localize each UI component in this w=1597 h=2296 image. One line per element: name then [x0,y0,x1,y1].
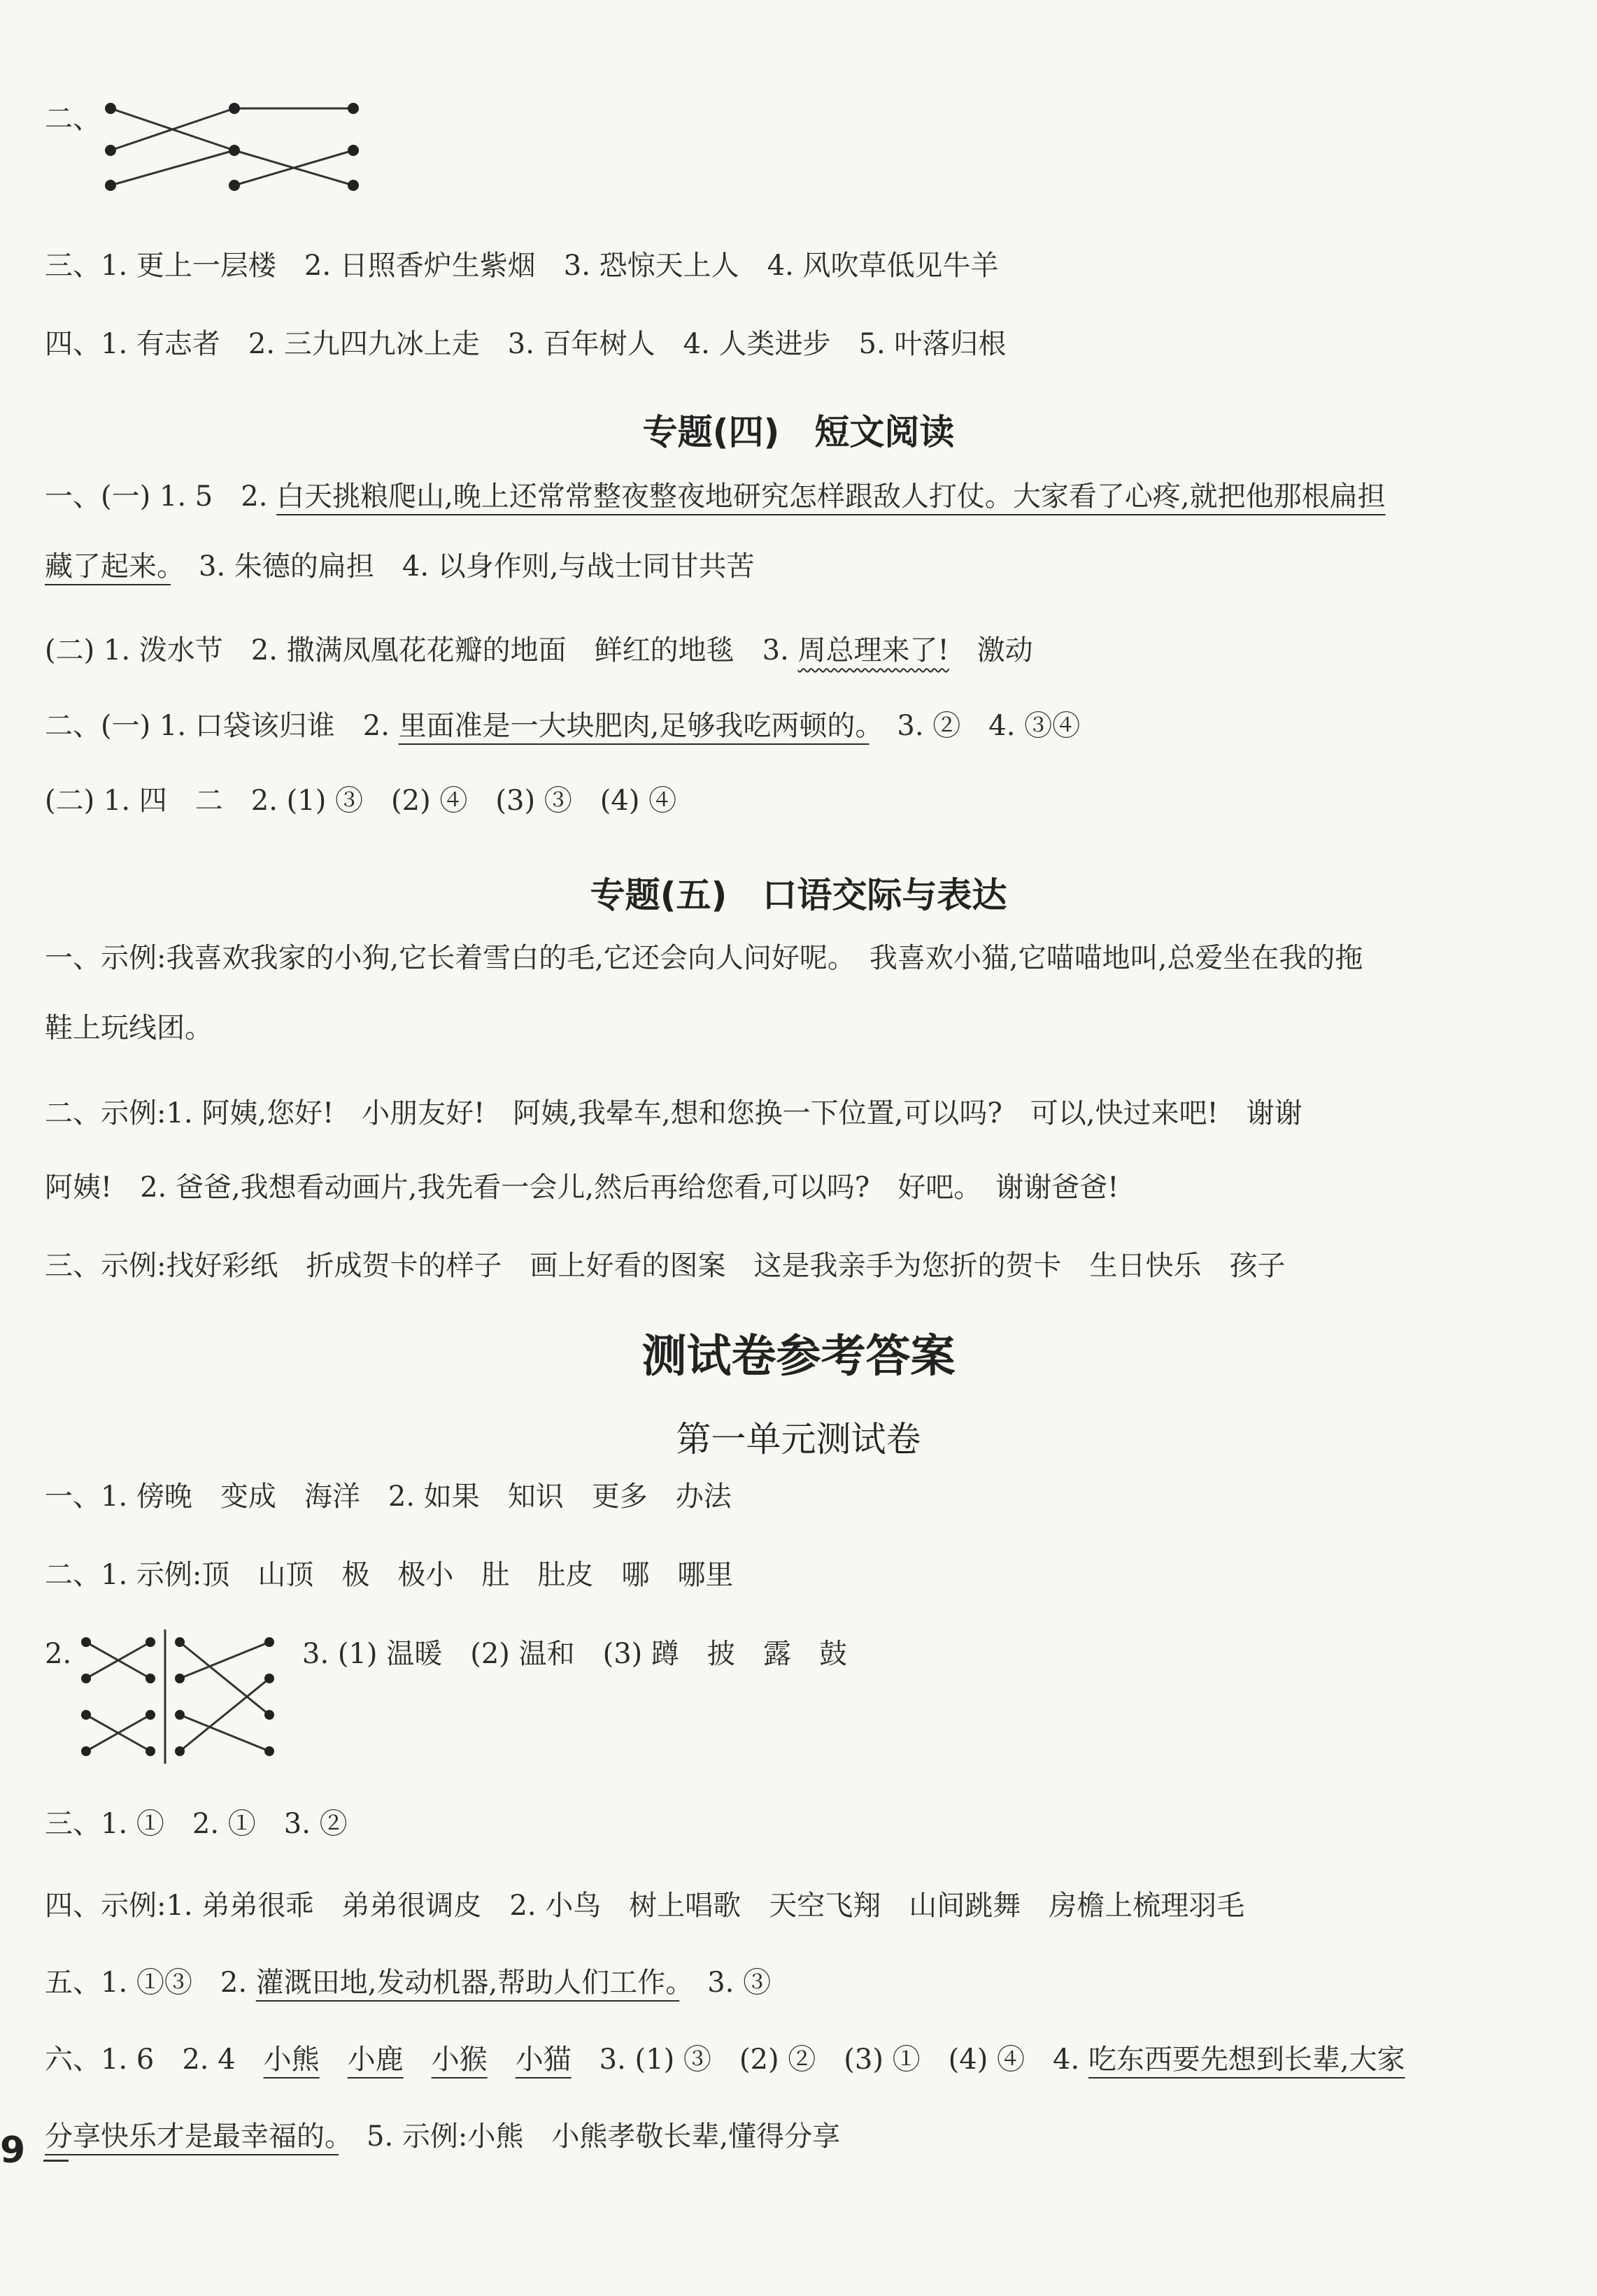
answer-line [45,1245,1555,1287]
underlined-word: 小猴 [431,2044,488,2076]
answer-line [45,937,1555,979]
answer-text: 一、1. 傍晚 变成 海洋 2. 如果 知识 更多 办法 [45,1481,732,1513]
underlined-answer: 藏了起来。 [45,550,171,583]
answer-text: 三、1. ① 2. ① 3. ② [45,1808,348,1840]
answer-text: 5. 示例:小熊 小熊孝敬长辈,懂得分享 [339,2120,841,2153]
answer-text: 六、1. 6 2. 4 [45,2044,264,2076]
answer-line [45,1007,1555,1049]
footer-rule [43,2160,69,2162]
answer-text: 3. (1) ③ (2) ② (3) ① (4) ④ 4. [571,2044,1088,2076]
answer-line [45,476,1555,518]
answer-text: 五、1. ①③ 2. [45,1967,256,1999]
answer-text: 3. ② 4. ③④ [869,710,1081,742]
answer-line [45,1476,1555,1518]
answer-line [45,546,1555,587]
answer-line [45,1167,1555,1208]
underlined-word: 小猫 [515,2044,572,2076]
answer-line [45,705,1555,747]
answer-line [45,2116,1555,2158]
answer-text: 二、示例:1. 阿姨,您好! 小朋友好! 阿姨,我晕车,想和您换一下位置,可以吗? 可以,快过来吧! 谢谢 [45,1097,1303,1129]
answer-line [45,323,1555,365]
answer-line [45,1885,1555,1927]
answer-text: (二) 1. 四 二 2. (1) ③ (2) ④ (3) ③ (4) ④ [45,785,677,817]
underlined-answer: 里面准是一大块肥肉,足够我吃两顿的。 [398,710,870,742]
answer-text: 二、1. 示例:顶 山顶 极 极小 肚 肚皮 哪 哪里 [45,1559,734,1591]
answer-text: 一、示例:我喜欢我家的小狗,它长着雪白的毛,它还会向人问好呢。 我喜欢小猫,它喵喵地叫,总爱坐在我的拖 [45,942,1363,974]
answer-line [45,780,1555,822]
answer-text: 四、示例:1. 弟弟很乖 弟弟很调皮 2. 小鸟 树上唱歌 天空飞翔 山间跳舞 房檐上梳理羽毛 [45,1890,1245,1922]
answer-line [45,2039,1555,2081]
answer-line [45,245,1555,287]
underlined-answer: 白天挑粮爬山,晚上还常常整夜整夜地研究怎样跟敌人打仗。大家看了心疼,就把他那根扁担 [276,480,1386,513]
answer-line [45,1092,1555,1134]
matching-diagram-1 [98,94,371,203]
answer-line [45,629,1555,671]
answer-text: 一、(一) 1. 5 2. [45,480,277,513]
answer-text: 3. ③ [679,1967,772,1999]
answer-text: 四、1. 有志者 2. 三九四九冰上走 3. 百年树人 4. 人类进步 5. 叶落归根 [45,328,1007,360]
wavy-underlined-answer: 周总理来了! [797,634,949,666]
answer-text: 三、1. 更上一层楼 2. 日照香炉生紫烟 3. 恐惊天上人 4. 风吹草低见牛羊 [45,250,999,282]
answer-text: 激动 [949,634,1033,666]
unit-test-heading: 第一单元测试卷 [676,1419,921,1460]
underlined-answer: 吃东西要先想到长辈,大家 [1088,2044,1405,2076]
answer-line [45,1803,1555,1845]
answer-text: 三、示例:找好彩纸 折成贺卡的样子 画上好看的图案 这是我亲手为您折的贺卡 生日快乐 孩子 [45,1250,1286,1282]
test-answers-heading: 测试卷参考答案 [641,1331,956,1383]
answer-text: 阿姨! 2. 爸爸,我想看动画片,我先看一会儿,然后再给您看,可以吗? 好吧。 谢谢爸爸! [45,1171,1119,1204]
matching-diagram-2 [73,1630,283,1766]
underlined-word: 小熊 [263,2044,320,2076]
answer-line [45,1554,1555,1596]
page-number: 9 [0,2130,26,2172]
underlined-word: 小鹿 [347,2044,404,2076]
answer-text: 2. [45,1638,72,1670]
answer-text: 3. 朱德的扁担 4. 以身作则,与战士同甘共苦 [171,550,755,583]
answer-text: 二、(一) 1. 口袋该归谁 2. [45,710,399,742]
section-label: 二、 [45,103,101,135]
answer-text: 鞋上玩线团。 [45,1012,213,1044]
underlined-answer: 分享快乐才是最幸福的。 [45,2120,339,2153]
topic-heading-5: 专题(五) 口语交际与表达 [590,875,1007,915]
answer-line [45,1962,1555,2004]
answer-text: (二) 1. 泼水节 2. 撒满凤凰花花瓣的地面 鲜红的地毯 3. [45,634,798,666]
topic-heading-4: 专题(四) 短文阅读 [642,412,955,452]
underlined-answer: 灌溉田地,发动机器,帮助人们工作。 [255,1967,680,1999]
answer-text: 3. (1) 温暖 (2) 温和 (3) 蹲 披 露 鼓 [302,1638,848,1670]
